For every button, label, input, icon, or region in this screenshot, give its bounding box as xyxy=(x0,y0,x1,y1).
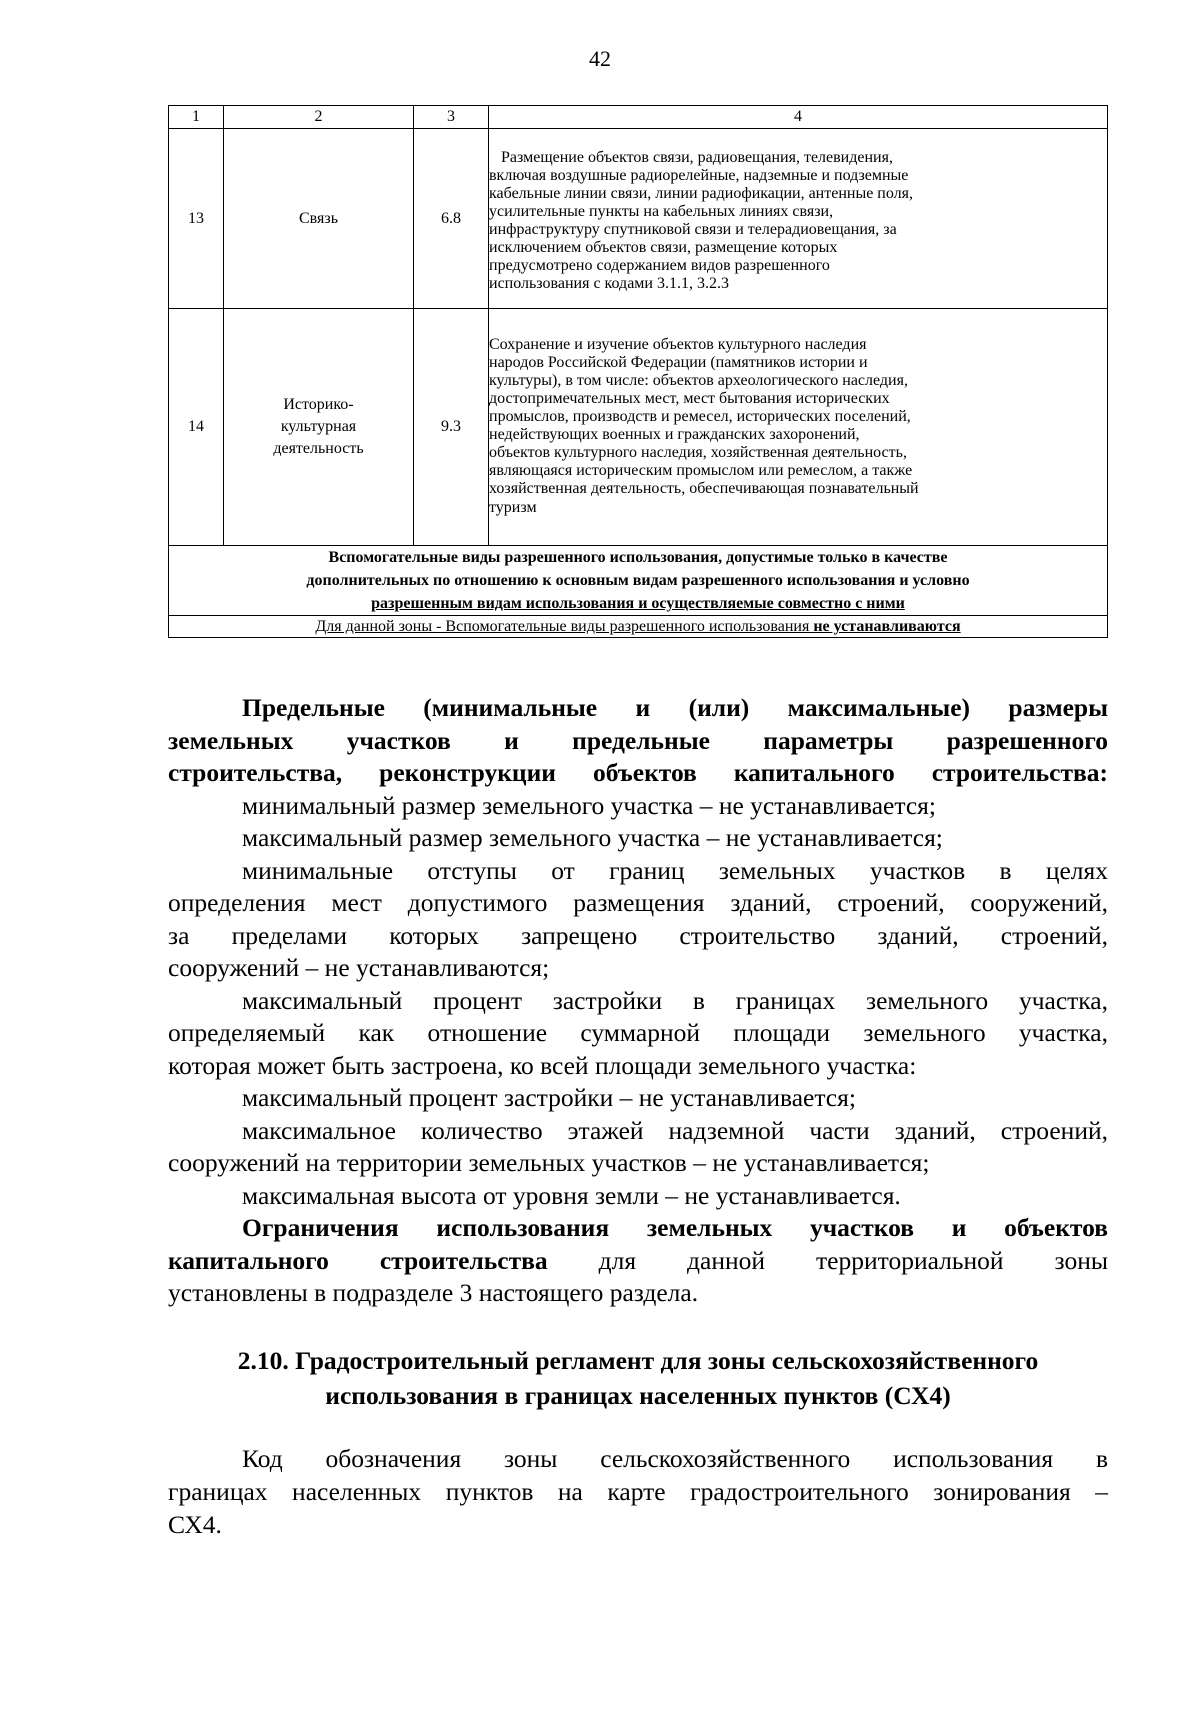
aux-note xyxy=(169,616,1108,638)
restrictions-line xyxy=(168,1245,1108,1278)
height-limit: максимальная высота от уровня земли – не устанавливается. xyxy=(242,1180,901,1210)
floors-line: сооружений на территории земельных участков – не устанавливается; xyxy=(168,1148,930,1177)
header-col-4: 4 xyxy=(489,106,1108,129)
header-col-1: 1 xyxy=(169,106,224,129)
setbacks-line: сооружений – не устанавливаются; xyxy=(168,953,550,982)
aux-note-bold: не устанавливаются xyxy=(813,618,961,635)
section-title-line: использования в границах населенных пунктов (СХ4) xyxy=(325,1381,951,1410)
use-name-line: культурная xyxy=(280,418,357,435)
setbacks-line: минимальные отступы от границ земельных участков в целях xyxy=(242,855,1108,885)
desc-line: усилительные пункты на кабельных линиях связи, xyxy=(489,202,834,220)
row-number: 14 xyxy=(169,309,224,546)
aux-heading-line: разрешенным видам использования и осуществляемые совместно с ними xyxy=(371,595,905,612)
desc-line: недействующих военных и гражданских захоронений, xyxy=(489,426,860,443)
aux-heading-row xyxy=(169,546,1108,616)
restrictions-rest: для данной территориальной зоны xyxy=(547,1245,1108,1275)
desc-line: предусмотрено содержанием видов разрешенного xyxy=(489,256,830,274)
desc-line: народов Российской Федерации (памятников истории и xyxy=(489,354,868,371)
desc-line: Размещение объектов связи, радиовещания, телевидения, xyxy=(501,148,893,166)
land-use-table xyxy=(168,105,1108,638)
table-row xyxy=(169,309,1108,546)
use-code: 6.8 xyxy=(414,129,489,309)
floors-line: максимальное количество этажей надземной части зданий, строений, xyxy=(242,1115,1108,1145)
zone-code-line: Код обозначения зоны сельскохозяйственного использования в xyxy=(242,1444,1108,1473)
section-title xyxy=(168,1343,1108,1413)
aux-note-row xyxy=(169,616,1108,638)
limit-item: максимальный размер земельного участка – не устанавливается; xyxy=(242,823,943,852)
zone-code-line: СХ4. xyxy=(168,1510,222,1539)
limit-item: минимальный размер земельного участка – не устанавливается; xyxy=(242,790,936,820)
table-header-row xyxy=(169,106,1108,129)
desc-line: промыслов, производств и ремесел, исторических поселений, xyxy=(489,408,911,425)
header-col-3: 3 xyxy=(414,106,489,129)
use-description xyxy=(489,309,1108,546)
aux-heading-line: Вспомогательные виды разрешенного использования, допустимые только в качестве xyxy=(328,549,948,566)
limits-heading-line: земельных участков и предельные параметры разрешенного xyxy=(168,725,1108,755)
use-code: 9.3 xyxy=(414,309,489,546)
limits-heading-line: Предельные (минимальные и (или) максимальные) размеры xyxy=(242,693,1108,722)
desc-line: использования с кодами 3.1.1, 3.2.3 xyxy=(489,274,729,292)
zone-code-paragraph xyxy=(168,1442,1108,1541)
restrictions-bold: капитального строительства xyxy=(168,1245,548,1275)
desc-line: являющаяся историческим промыслом или ремеслом, а также xyxy=(489,462,913,479)
desc-line: включая воздушные радиорелейные, надземные и подземные xyxy=(489,166,909,184)
percent-line: максимальный процент застройки в границах земельного участка, xyxy=(242,985,1108,1015)
setbacks-line: определения мест допустимого размещения зданий, строений, сооружений, xyxy=(168,888,1108,917)
percent-line: определяемый как отношение суммарной площади земельного участка, xyxy=(168,1018,1108,1047)
page-number: 42 xyxy=(589,46,611,71)
desc-line: кабельные линии связи, линии радиофикации, антенные поля, xyxy=(489,184,913,202)
use-name xyxy=(224,309,414,546)
percent-value: максимальный процент застройки – не устанавливается; xyxy=(242,1083,856,1112)
use-name: Связь xyxy=(224,129,414,309)
header-col-2: 2 xyxy=(224,106,414,129)
section-title-line: 2.10. Градостроительный регламент для зоны сельскохозяйственного xyxy=(237,1346,1039,1375)
use-description xyxy=(489,129,1108,309)
table-row xyxy=(169,129,1108,309)
desc-line: хозяйственная деятельность, обеспечивающая познавательный xyxy=(489,480,919,497)
desc-line: туризм xyxy=(489,499,537,516)
desc-line: инфраструктуру спутниковой связи и телерадиовещания, за xyxy=(489,220,897,238)
use-name-line: деятельность xyxy=(273,440,364,457)
setbacks-line: за пределами которых запрещено строительство зданий, строений, xyxy=(168,920,1108,950)
limits-section xyxy=(168,692,1108,1310)
row-number: 13 xyxy=(169,129,224,309)
desc-line: достопримечательных мест, мест бытования исторических xyxy=(489,390,890,407)
desc-line: исключением объектов связи, размещение которых xyxy=(489,238,838,256)
restrictions-line: установлены в подразделе 3 настоящего раздела. xyxy=(168,1278,699,1307)
use-name-line: Историко- xyxy=(283,396,354,413)
aux-note-text: Для данной зоны - Вспомогательные виды разрешенного использования xyxy=(315,618,814,635)
restrictions-line: Ограничения использования земельных участков и объектов xyxy=(242,1213,1108,1242)
zone-code-line: границах населенных пунктов на карте градостроительного зонирования – xyxy=(168,1477,1108,1506)
desc-line: Сохранение и изучение объектов культурного наследия xyxy=(489,336,867,353)
desc-line: объектов культурного наследия, хозяйственная деятельность, xyxy=(489,444,907,461)
aux-heading-line: дополнительных по отношению к основным видам разрешенного использования и условно xyxy=(306,572,970,589)
percent-line: которая может быть застроена, ко всей площади земельного участка: xyxy=(168,1050,917,1080)
desc-line: культуры), в том числе: объектов археологического наследия, xyxy=(489,372,908,389)
limits-heading-line: строительства, реконструкции объектов капитального строительства: xyxy=(168,758,1108,787)
aux-heading xyxy=(169,546,1108,616)
